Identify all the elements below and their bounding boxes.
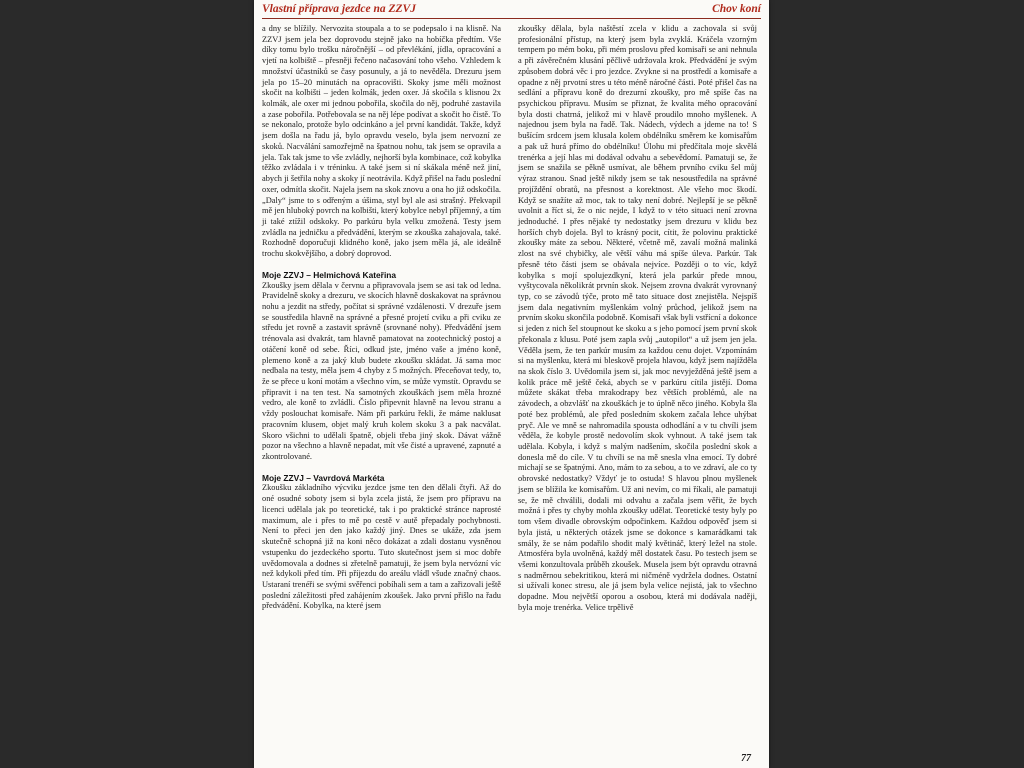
- subheading-vavrdova: Moje ZZVJ – Vavrdová Markéta: [262, 472, 385, 483]
- paragraph: zkoušky dělala, byla naštěstí zcela v klidu a zachovala si svůj profesionální přístup, na který jsem byla zvyklá. Kráčela vzorným tempem po mém boku, při mém proslovu před komisaři se ani nehnula a při závěrečném klusání pěčlivě udržovala krok. Předvádění je svým způsobem dobrá věc i pro jezdce. Zvykne si na prostředí a komisaře a opadne z něj prvotní stres u této méně náročné části. Poté přišel čas na sedlání a přípravu koně do drezurní zkoušky, pro mě spíše čas na psychickou přípravu. Musím se přiznat, že kvalita mého opracování byla dosti chatrná, jelikož mi v hlavě proudilo mnoho myšlenek. A najednou jsem byla na řadě. Tak. Nádech, výdech a jdeme na to! S bušícím srdcem jsem klusala kolem obdélníku směrem ke komisařům a pak už hurá přímo do obdélníku! Úlohu mi předčítala moje skvělá trenérka a její hlas mi dodával odvahu a sebevědomí. Pamatuji se, že jsem se snažila se pěkně usmívat, ale během prvního cviku šel můj výraz stranou. Snad ještě nikdy jsem se tak nesoustředila na správné projíždění obratů, na přesnost a korektnost. Ale všeho moc škodí. Když se snažíte až moc, tak to taky není dobré. Nejlepší je se pěkně uvolnit a říct si, že o nic nejde, I když to v této situaci není zrovna jednoduché. I přes nějaké ty nedostatky jsem drezuru v klidu bez horších chyb dojela. Byl to krásný pocit, cítit, že polovinu praktické zkoušky máte za sebou. Některé, včetně mě, zavalí možná malinká zlost na své chybičky, ale větší váhu má spíše úleva. Parkúr. Tak přesně této části jsem se obávala nejvíce. Později o to víc, když kobylka s mojí spolujezdkyní, která jela parkúr přede mnou, vyštycovala několikrát prvnín skok. Nejsem zrovna dvakrát vyrovnaný typ, co se závodů týče, proto mě tato situace dost znejistěla. Nejspíš jsem dala negativním myšlenkám volný průchod, jelikož jsem na prvním skoku skončila podobně. Komisaři však byli vstřícní a dokonce si jeden z nich šel stoupnout ke skoku a s jeho pomocí jsem první skok překonala z klusu. Poté jsem zapla svůj „autopilot“ a už jsem jen jela. Věděla jsem, že ten parkúr musím za každou cenu dojet. Vzpomínám si na myšlenku, která mi bleskově projela hlavou, když jsem najížděla na skok číslo 3. Uvědomila jsem si, jak moc nevyježděná ještě jsem a kolik práce mě ještě čeká, abych se v parkúru cítila jistějí. Doma můžete skákat třeba mrakodrapy bez větších problémů, ale na závodech, a obzvlášť na zkouškách je to úplně něco jiného. Kobyla šla poté bez problémů, ale před posledním skokem začala lehce uhýbat pryč. Ale ve mně se nahromadila spousta odhodlání a v tu chvíli jsem věděla, že kobyle prostě nedovolím skok vyhnout. A také jsem tak udělala. Kobyla, i když s malým nadšením, skočila poslední skok a donesla mě do cíle. V tu chvíli se na mě snesla vlna emocí. Ty dobré michají se se špatnými. Ano, mám to za sebou, a to ve zdraví, ale co ty obrovské nedostatky? Vždyť je to ostuda! S hlavou plnou myšlenek jsem se blížila ke komisařům. Už ani nevím, co mi říkali, ale pamatuji se, že mě chválili, dodali mi odvahu a začala jsem věřit, že bych možná i přes ty chyby mohla zkoušky udělat. Teoretické testy byly po tom všem divadle obrovským odpočinkem. Každou odpověď jsem si byla jistá, u některých otázek jsme se dokonce s kamarádkami tak smály, že se nám podařilo shodit malý květináč, který ležel na stole. Atmosféra byla uvolněná, každý měl dostatek času. Po testech jsem se všemi konzultovala průběh zkoušek. Musela jsem být opravdu otravná s nadměrnou sebekritikou, která mi ničméně vydržela dodnes. Ostatní si užívali konec stresu, ale já jsem byla velice nejistá, jak to všechno dopadne. Mou největší oporou a osobou, která mi dodávala naději, byla moje trenérka. Velice trpělivě: [518, 24, 757, 612]
- paragraph: Zkoušku základního výcviku jezdce jsme ten den dělali čtyři. Až do oné osudné soboty jsem si byla zcela jistá, že jsem pro přípravu na licenci udělala jak po teoretické, tak i po praktické stránce naprosté maximum, ale i přes to mě po cestě v autě přepadaly pochybnosti. Není to přeci jen den jako každý jiný. Dnes se ukáže, zda jsem skutečně schopná již na koni něco dokázat a zdali dostanu vysněnou vstupenku do jezdeckého sportu. Tuto skutečnost jsem si moc dobře uvědomovala a dodnes si zřetelně pamatuji, že jsem byla nervózní víc než kdykoli před tím. Při příjezdu do areálu vládl všude značný chaos. Ustaraní trenéři se svými svěřenci pobíhali sem a tam a zařizovali ještě poslední záležitosti před zahájením zkoušek. Jako první přišlo na řadu předvádění. Kobylka, na které jsem: [262, 483, 501, 611]
- article-section-title: Vlastní příprava jezdce na ZZVJ: [262, 3, 416, 15]
- page-number: 77: [741, 753, 751, 764]
- right-column: [518, 24, 757, 614]
- paragraph: Zkoušky jsem dělala v červnu a připravovala jsem se asi tak od ledna. Pravidelně skoky a drezuru, ve skocích hlavně doskakovat na správnou nohu a jezdit na středy, počítat si správné vzdálenosti. V drezuře jsem se soustředila hlavně na správné a přesné projetí cviku a při cviku ze středu jet rovně a zastavit správně (srovnané nohy). Předvádění jsem trénovala asi dvakrát, tam hlavně pamatovat na zootechnický postoj a otáčení koně od sebe. Říci, odkud jste, jméno vaše a jméno koně, plemeno koně a za jaký klub budete zkoušku skládat. Já sama moc nedbala na testy, měla jsem 4 chyby z 5 možných. Přeceňovat tedy, to, že se přece u koní motám a všechno vím, se může vymstít. Opravdu se připravit i na ten test. Na samotných zkouškách jsem měla hrozné vedro, ale koně to zvládli. Číslo připevnit hlavně na levou stranu a vždy poslouchat komisaře. Nám při parkúru řekli, že máme naklusat pracovním klusem, objet malý kruh kolem skoku 3 a pak nacválat. Skoro všichni to udělali špatně, objeli třeba jiný skok. Dávat vážně pozor na všechno a hlavně nepadat, mít vše čisté a upravené, zapnuté a zkontrolované.: [262, 280, 501, 462]
- paragraph: a dny se blížily. Nervozita stoupala a to se podepsalo i na klisně. Na ZZVJ jsem jela bez doprovodu stejně jako na hobíčka předtím. Vše díky tomu bylo trošku náročnější – od převlékání, jídla, opracování a vjetí na kolbiště – přesněji řečeno načasování toho všeho. Vzhledem k množství účastníků se časy posunuly, a já to nevěděla. Drezuru jsem jela po 15–20 minutách na opracovišti. Skoky jsme měli možnost skočit na kolbišti – jeden kolmák, jeden oxer. Já skočila s klisnou 2x kolmák, ale oxer mi jednou pobořila, skočila do něj, podruhé zastavila a zase pobořila. Potřebovala se na něj lépe podívat a skočit ho čistě. To se nekonalo, protože bylo odcinkáno a jel první kandidát. Takže, když jsem došla na řadu já, bylo opravdu veselo, byla jsem nervozní ze skoků. Nacválání samozřejmě na špatnou nohu, tak jsem se opravila a jela. Tak tak jsme to vše zvládly, nejhorší byla kombinace, což kobylka těžko zvládala i v tréninku. A také jsem si ní skákala méně než jiní, abych ji šetřila nohy a skoky jí neotrávila. Když přišel na řadu poslední oxer, odmítla skočit. Najela jsem na skok znovu a ona ho již odskočila. „Daly“ jsme to s odřeným a úšima, styl byl ale asi strašný. Překvapil mě jen hluboký povrch na kolbišti, který kobylce nebyl příjemný, a tím ji také ztížil odskoky. Po parkúru byla velku zmožená. Testy jsem zvládla na jedničku a předvádění, kterým se zkouška zahajovala, také. Rozhodně doporučuji klidného koně, jako jsem měla já, ale ideálně trochu skokvějšího, a dobrý doprovod.: [262, 24, 501, 259]
- left-column: [262, 24, 501, 612]
- running-head: [262, 2, 761, 19]
- subheading-helmichova: Moje ZZVJ – Helmichová Kateřina: [262, 269, 397, 280]
- magazine-page: [254, 0, 769, 768]
- magazine-section-title: Chov koní: [712, 3, 761, 15]
